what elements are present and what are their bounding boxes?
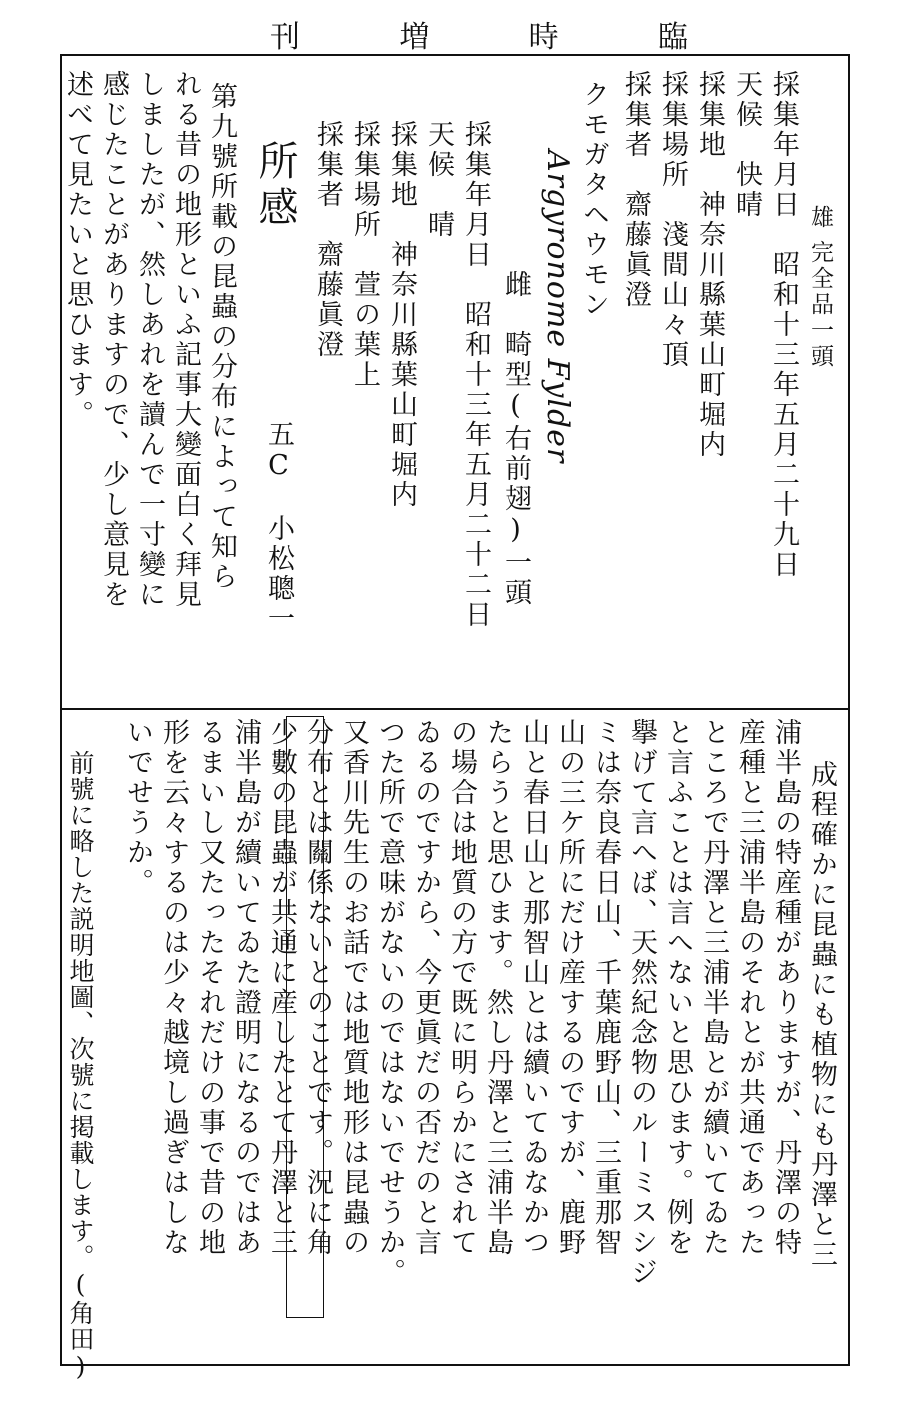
essay-line-11: の場合は地質の方で既に明らかにされて: [446, 718, 477, 1258]
record1-weather: 天候 快晴: [731, 70, 762, 220]
essay-line-18: るまいし又たったそれだけの事で昔の地: [194, 718, 225, 1258]
essay-line-13: つた所で意味がないのではないでせうか。: [374, 718, 405, 1288]
impression-line-4: 感じたことがありますので、少し意見を: [98, 70, 129, 610]
species-japanese-name: クモガタヘウモン: [578, 80, 609, 320]
essay-line-14: 又香川先生のお話では地質地形は昆蟲の: [338, 718, 369, 1258]
record1-date: 採集年月日 昭和十三年五月二十九日: [768, 70, 799, 580]
record1-place: 採集地 神奈川縣葉山町堀内: [694, 70, 725, 460]
essay-line-16: 少數の昆蟲が共通に産したとて丹澤と三: [266, 718, 297, 1258]
essay-line-15: 分布とは關係ないとのことです。況に角: [302, 718, 333, 1258]
editor-footnote: 前號に略した説明地圖、次號に掲載します。(角田): [66, 750, 95, 1382]
record2-place: 採集地 神奈川縣葉山町堀内: [386, 120, 417, 510]
essay-line-6: 擧げて言へば、天然紀念物のルーミスシジ: [626, 718, 657, 1288]
essay-line-1: 成程確かに昆蟲にも植物にも丹澤と三: [806, 760, 837, 1270]
record2-female: 雌 畸型(右前翅)一頭: [500, 270, 531, 608]
record1-site: 採集場所 淺間山々頂: [657, 70, 688, 370]
header-char-ji: 時: [528, 20, 561, 55]
record2-date: 採集年月日 昭和十三年五月二十二日: [460, 120, 491, 630]
record1-collector: 採集者 齋藤眞澄: [620, 70, 651, 310]
impression-line-2: れる昔の地形といふ記事大變面白く拜見: [170, 70, 201, 610]
section-divider: [60, 708, 850, 710]
impression-heading: 所感: [252, 140, 298, 232]
header-char-zou: 増: [399, 20, 432, 55]
record2-site: 採集場所 萱の葉上: [349, 120, 380, 390]
header-char-kan: 刊: [270, 20, 302, 55]
impression-line-1: 第九號所載の昆蟲の分布によって知ら: [206, 82, 237, 592]
record2-weather: 天候 晴: [423, 120, 454, 240]
essay-line-17: 浦半島が續いてゐた證明になるのではあ: [230, 718, 261, 1258]
record1-male-label: 雄: [807, 205, 833, 231]
header-char-rin: 臨: [657, 20, 690, 55]
essay-line-5: と言ふことは言へないと思ひます。例を: [662, 718, 693, 1258]
impression-line-5: 述べて見たいと思ひます。: [62, 70, 93, 430]
record2-collector: 採集者 齋藤眞澄: [312, 120, 343, 360]
essay-line-3: 産種と三浦半島のそれとが共通であった: [734, 718, 765, 1258]
record1-male-detail: 完全品一頭: [807, 240, 833, 370]
annotation-box: [286, 716, 324, 1318]
essay-line-12: ゐるのですから、今更眞だの否だのと言: [410, 718, 441, 1258]
essay-line-20: いでせうか。: [122, 718, 153, 898]
essay-line-2: 浦半島の特産種がありますが、丹澤の特: [770, 718, 801, 1258]
species-latin-name: Argyronome Fylder: [540, 150, 575, 464]
essay-line-4: ところで丹澤と三浦半島とが續いてゐた: [698, 718, 729, 1258]
page-header: [270, 14, 690, 54]
impression-author: 五C 小松聰一: [263, 420, 294, 634]
essay-line-19: 形を云々するのは少々越境し過ぎはしな: [158, 718, 189, 1258]
essay-line-10: たらうと思ひます。然し丹澤と三浦半島: [482, 718, 513, 1258]
impression-line-3: しましたが、然しあれを讀んで一寸變に: [134, 70, 165, 610]
essay-line-7: ミは奈良春日山、千葉鹿野山、三重那智: [590, 718, 621, 1258]
essay-line-9: 山と春日山と那智山とは續いてゐなかつ: [518, 718, 549, 1258]
essay-line-8: 山の三ケ所にだけ産するのですが、鹿野: [554, 718, 585, 1258]
